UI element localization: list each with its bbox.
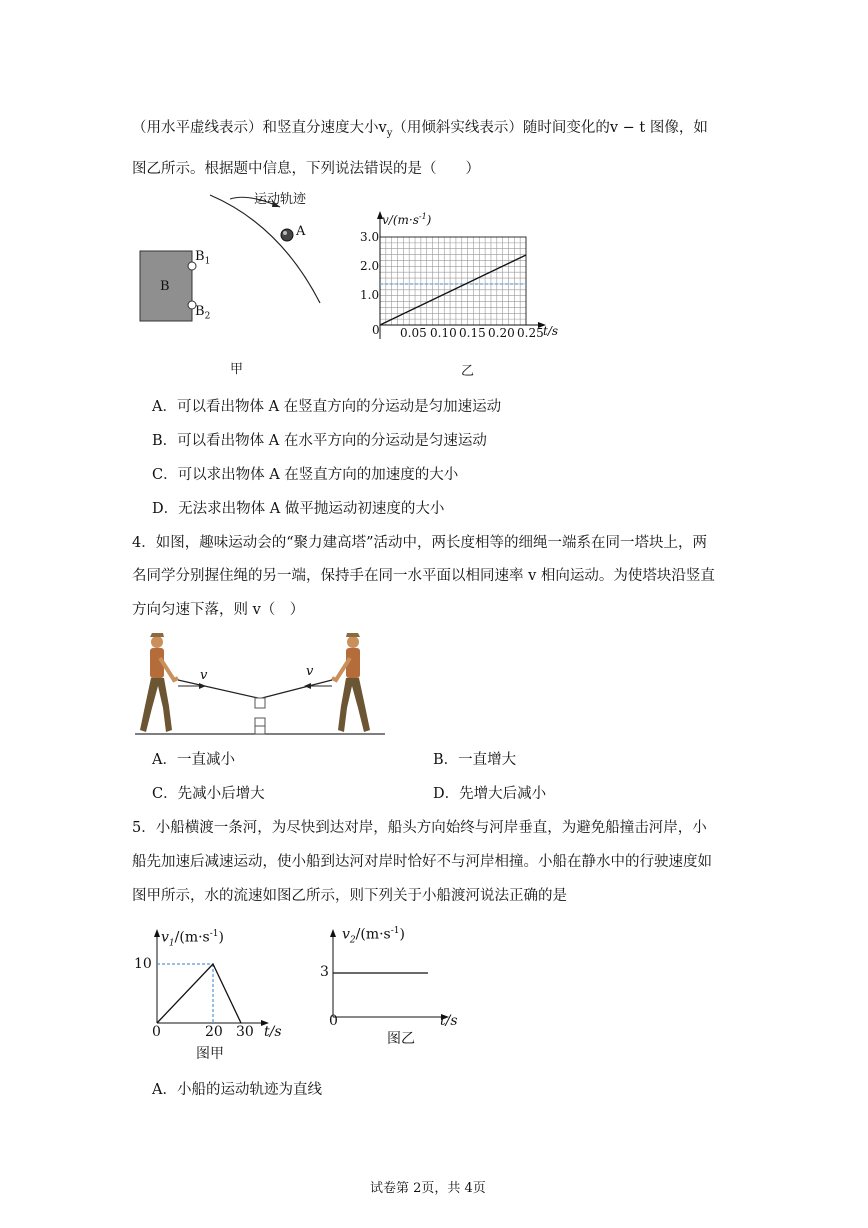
caption-graph-jia: 图甲	[196, 1046, 224, 1062]
trajectory-label: 运动轨迹	[254, 192, 307, 207]
figure-jia	[130, 185, 340, 335]
jia-origin: 0	[152, 1024, 161, 1040]
caption-jia: 甲	[230, 362, 244, 377]
q5-line1: 5．小船横渡一条河，为尽快到达对岸，船头方向始终与河岸垂直，为避免船撞击河岸，小	[132, 820, 707, 836]
figure-q4-tower	[130, 628, 390, 740]
q4-line1: 4．如图，趣味运动会的“聚力建高塔”活动中，两长度相等的细绳一端系在同一塔块上，两	[132, 535, 708, 551]
q3-line1: （用水平虚线表示）和竖直分速度大小$v_y$（用倾斜实线表示）随时间变化的v − t 图像，如	[132, 120, 708, 139]
yi-origin: 0	[372, 323, 380, 337]
jia-xlabel: t/s	[264, 1024, 282, 1040]
yi-xtick-025: 0.25	[517, 326, 544, 340]
q4-line2: 名同学分别握住绳的另一端，保持手在同一水平面以相同速率 v 相向运动。为使塔块沿竖直	[132, 568, 715, 584]
q4-option-d: D．先增大后减小	[433, 786, 547, 802]
jia-xtick-20: 20	[205, 1024, 223, 1040]
q4-option-c: C．先减小后增大	[152, 786, 265, 802]
v-right-label: v	[306, 664, 314, 679]
q4-option-a: A．一直减小	[152, 752, 235, 768]
q3-option-a: A．可以看出物体 A 在竖直方向的分运动是匀加速运动	[152, 399, 502, 415]
falling-block	[255, 698, 265, 708]
yi2-origin: 0	[329, 1013, 338, 1029]
page-footer: 试卷第 2页，共 4页	[370, 1181, 486, 1196]
yi-xtick-010: 0.10	[430, 326, 457, 340]
q4-option-b: B．一直增大	[433, 752, 517, 768]
rope-right	[262, 680, 332, 698]
yi-xtick-005: 0.05	[400, 326, 427, 340]
yi-ytick-3: 3.0	[360, 230, 380, 244]
left-person	[140, 633, 178, 732]
q3-option-d: D．无法求出物体 A 做平抛运动初速度的大小	[152, 501, 445, 517]
block-b-label: B	[160, 279, 170, 294]
yi-xlabel: t/s	[543, 324, 559, 338]
v1-curve	[157, 964, 241, 1023]
caption-graph-yi: 图乙	[387, 1031, 415, 1047]
jia-ylabel: $v_1/(m\cdot s^{-1})$	[161, 929, 224, 949]
yi-ylabel: $v/(m\cdot s^{-1})$	[382, 212, 432, 227]
yi2-xlabel: t/s	[440, 1013, 458, 1029]
yi2-ytick-3: 3	[320, 964, 329, 980]
q5-line2: 船先加速后减速运动，使小船到达河对岸时恰好不与河岸相撞。小船在静水中的行驶速度如	[132, 854, 712, 870]
yi-xtick-020: 0.20	[488, 326, 515, 340]
yi-ytick-1: 1.0	[360, 288, 380, 302]
jia-xtick-30: 30	[236, 1024, 254, 1040]
q5-line3: 图甲所示，水的流速如图乙所示，则下列关于小船渡河说法正确的是	[132, 888, 567, 904]
rope-left	[178, 680, 258, 698]
q4-line3: 方向匀速下落，则 v（ ）	[132, 602, 305, 618]
b1-label: $B_1$	[195, 249, 211, 267]
yi-ytick-2: 2.0	[360, 259, 380, 273]
ball-a	[281, 229, 293, 241]
q3-option-c: C．可以求出物体 A 在竖直方向的加速度的大小	[152, 467, 459, 483]
tower-block-2	[255, 726, 265, 734]
jia-ytick-10: 10	[134, 956, 152, 972]
yi2-ylabel: $v_2/(m\cdot s^{-1})$	[342, 926, 405, 946]
trajectory-curve	[210, 195, 320, 303]
tower-block-1	[255, 718, 265, 726]
q3-line2: 图乙所示。根据题中信息，下列说法错误的是（ ）	[132, 161, 480, 177]
q5-option-a: A．小船的运动轨迹为直线	[152, 1082, 322, 1098]
b2-label: $B_2$	[195, 304, 211, 322]
point-a-label: A	[296, 224, 306, 239]
v-left-label: v	[200, 668, 208, 683]
right-person	[332, 633, 370, 732]
yi-xtick-015: 0.15	[459, 326, 486, 340]
caption-yi: 乙	[461, 364, 475, 379]
q3-option-b: B．可以看出物体 A 在水平方向的分运动是匀速运动	[152, 433, 487, 449]
